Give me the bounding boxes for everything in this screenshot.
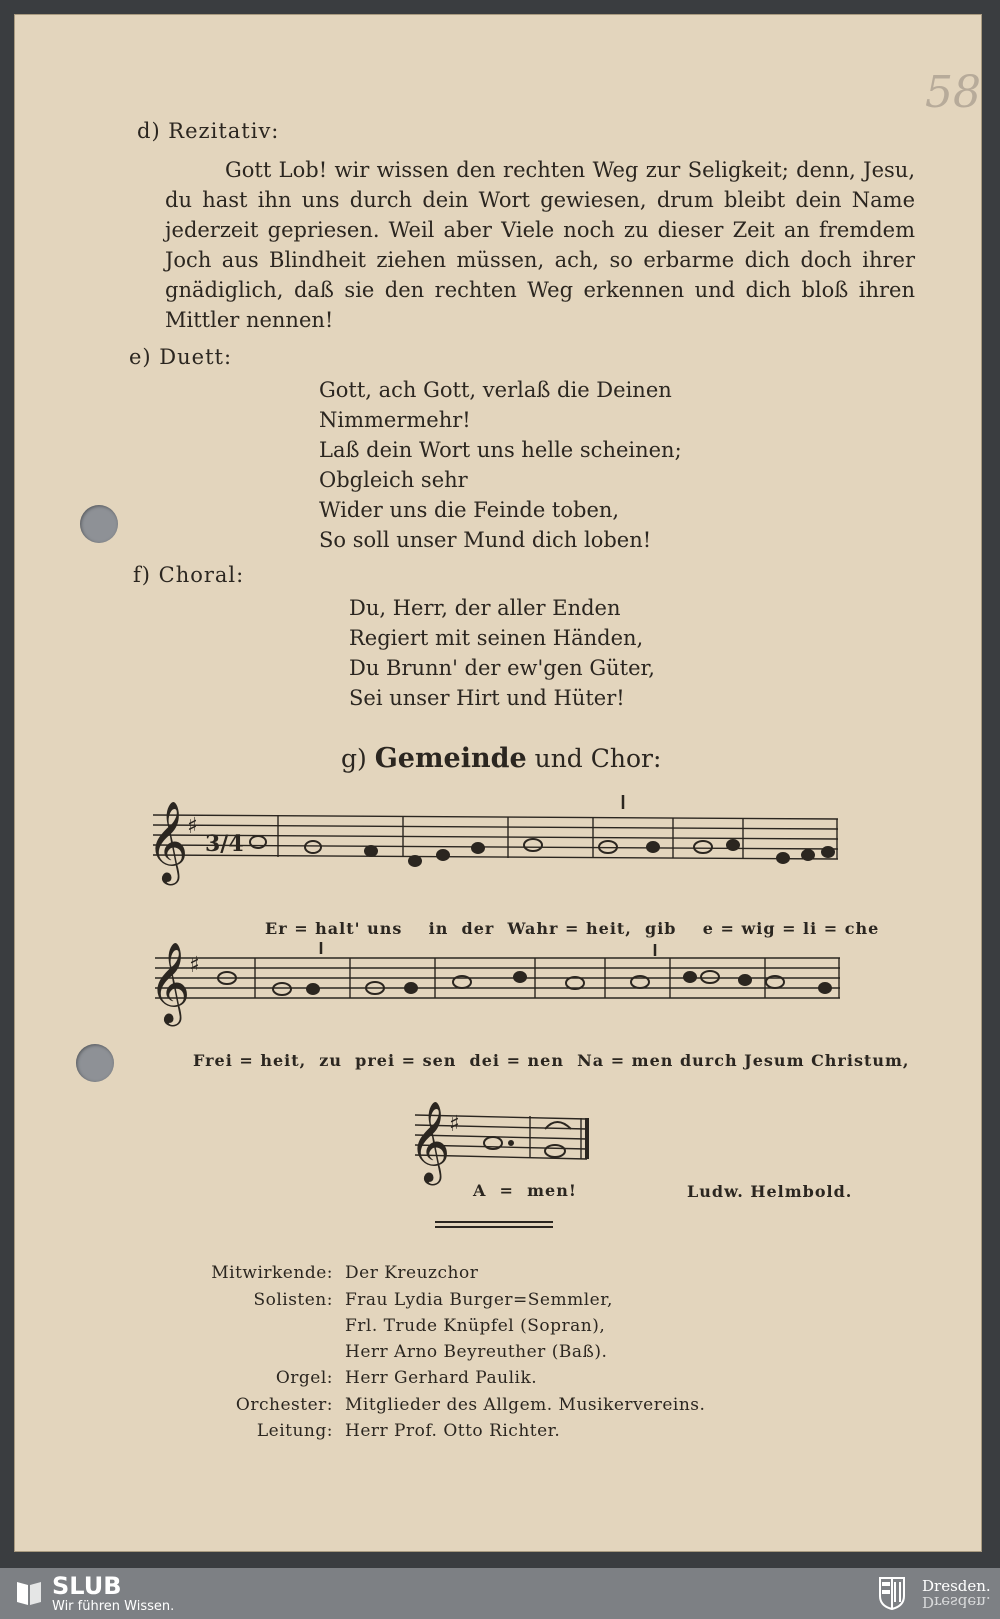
dresden-coat-of-arms-icon [878, 1576, 906, 1610]
duett-label: e) Duett: [129, 345, 233, 369]
credit-name: Mitglieder des Allgem. Musikervereins. [345, 1395, 706, 1415]
credit-role: Leitung: [256, 1421, 333, 1441]
document-page [14, 14, 982, 1552]
choral-label: f) Choral: [133, 563, 245, 587]
duett-line: Wider uns die Feinde toben, [319, 498, 620, 522]
recitativ-label: d) Rezitativ: [137, 119, 280, 143]
dresden-logo[interactable] [922, 1578, 991, 1610]
duett-line: So soll unser Mund dich loben! [319, 528, 652, 552]
choral-line: Du, Herr, der aller Enden [349, 596, 621, 620]
dresden-logo-text: Dresden. [922, 1577, 991, 1595]
viewer-footer [0, 1568, 1000, 1619]
credit-role: Solisten: [253, 1290, 333, 1310]
gemeinde-title-2: Chor: [590, 744, 662, 773]
credit-name: Herr Arno Beyreuther (Baß). [345, 1342, 608, 1362]
punch-hole [80, 505, 118, 543]
duett-line: Obgleich sehr [319, 468, 468, 492]
gemeinde-title: Gemeinde [374, 743, 527, 774]
credit-name: Frl. Trude Knüpfel (Sopran), [345, 1316, 606, 1336]
choral-verse [349, 593, 655, 713]
music-staff-3 [395, 1085, 595, 1182]
gemeinde-prefix: g) [341, 744, 367, 773]
credit-role: Mitwirkende: [211, 1263, 333, 1283]
duett-line: Laß dein Wort uns helle scheinen; [319, 438, 682, 462]
svg-text:𝄞: 𝄞 [149, 941, 191, 1023]
gemeinde-heading [341, 743, 661, 774]
music-staff-1 [143, 785, 843, 882]
svg-text:♯: ♯ [449, 1112, 460, 1137]
svg-text:♯: ♯ [187, 814, 198, 839]
recitativ-text [165, 155, 915, 335]
credit-name: Herr Gerhard Paulik. [345, 1368, 538, 1388]
choral-line: Sei unser Hirt und Hüter! [349, 686, 625, 710]
punch-hole [76, 1044, 114, 1082]
page-number-pencil: 58 [925, 67, 981, 118]
credit-name: Frau Lydia Burger=Semmler, [345, 1290, 613, 1310]
credit-name: Der Kreuzchor [345, 1263, 479, 1283]
music-staff-2 [135, 920, 845, 1023]
dresden-logo-mirror: Dresden. [922, 1593, 991, 1611]
slub-tagline: Wir führen Wissen. [52, 1599, 175, 1614]
duett-line: Gott, ach Gott, verlaß die Deinen [319, 378, 672, 402]
divider [435, 1221, 553, 1228]
gemeinde-connector: und [534, 744, 583, 773]
svg-text:𝄞: 𝄞 [147, 800, 189, 882]
book-icon [14, 1578, 44, 1608]
credit-role: Orchester: [235, 1395, 333, 1415]
svg-text:𝄞: 𝄞 [409, 1100, 451, 1182]
recitativ-paragraph: Gott Lob! wir wissen den rechten Weg zur Seligkeit; denn, Jesu, du hast ihn uns durch dein Wort gewiesen, drum bleibt dein Name jederzeit gepriesen. Weil aber Viele noch zu dieser Zeit an fremdem Joch aus Blindheit ziehen müssen, ach, so erbarme dich doch ihrer gnädiglich, daß sie den rechten Weg erkennen und dich bloß ihren Mittler nennen! [165, 158, 915, 332]
choral-line: Regiert mit seinen Händen, [349, 626, 644, 650]
lyrics-line-3: A = men! [473, 1181, 577, 1200]
choral-line: Du Brunn' der ew'gen Güter, [349, 656, 655, 680]
svg-text:♯: ♯ [189, 953, 200, 978]
duett-line: Nimmermehr! [319, 408, 471, 432]
credit-name: Herr Prof. Otto Richter. [345, 1421, 561, 1441]
slub-logo[interactable]: SLUB [52, 1572, 122, 1600]
hymn-author: Ludw. Helmbold. [687, 1182, 853, 1201]
lyrics-line-2: Frei = heit, zu prei = sen dei = nen Na = men durch Jesum Christum, [193, 1051, 910, 1070]
time-signature: 3/4 [205, 831, 244, 857]
credit-role: Orgel: [275, 1368, 333, 1388]
lyrics-line-1: Er = halt' uns in der Wahr = heit, gib e = wig = li = che [265, 919, 880, 938]
duett-verse [319, 375, 682, 555]
